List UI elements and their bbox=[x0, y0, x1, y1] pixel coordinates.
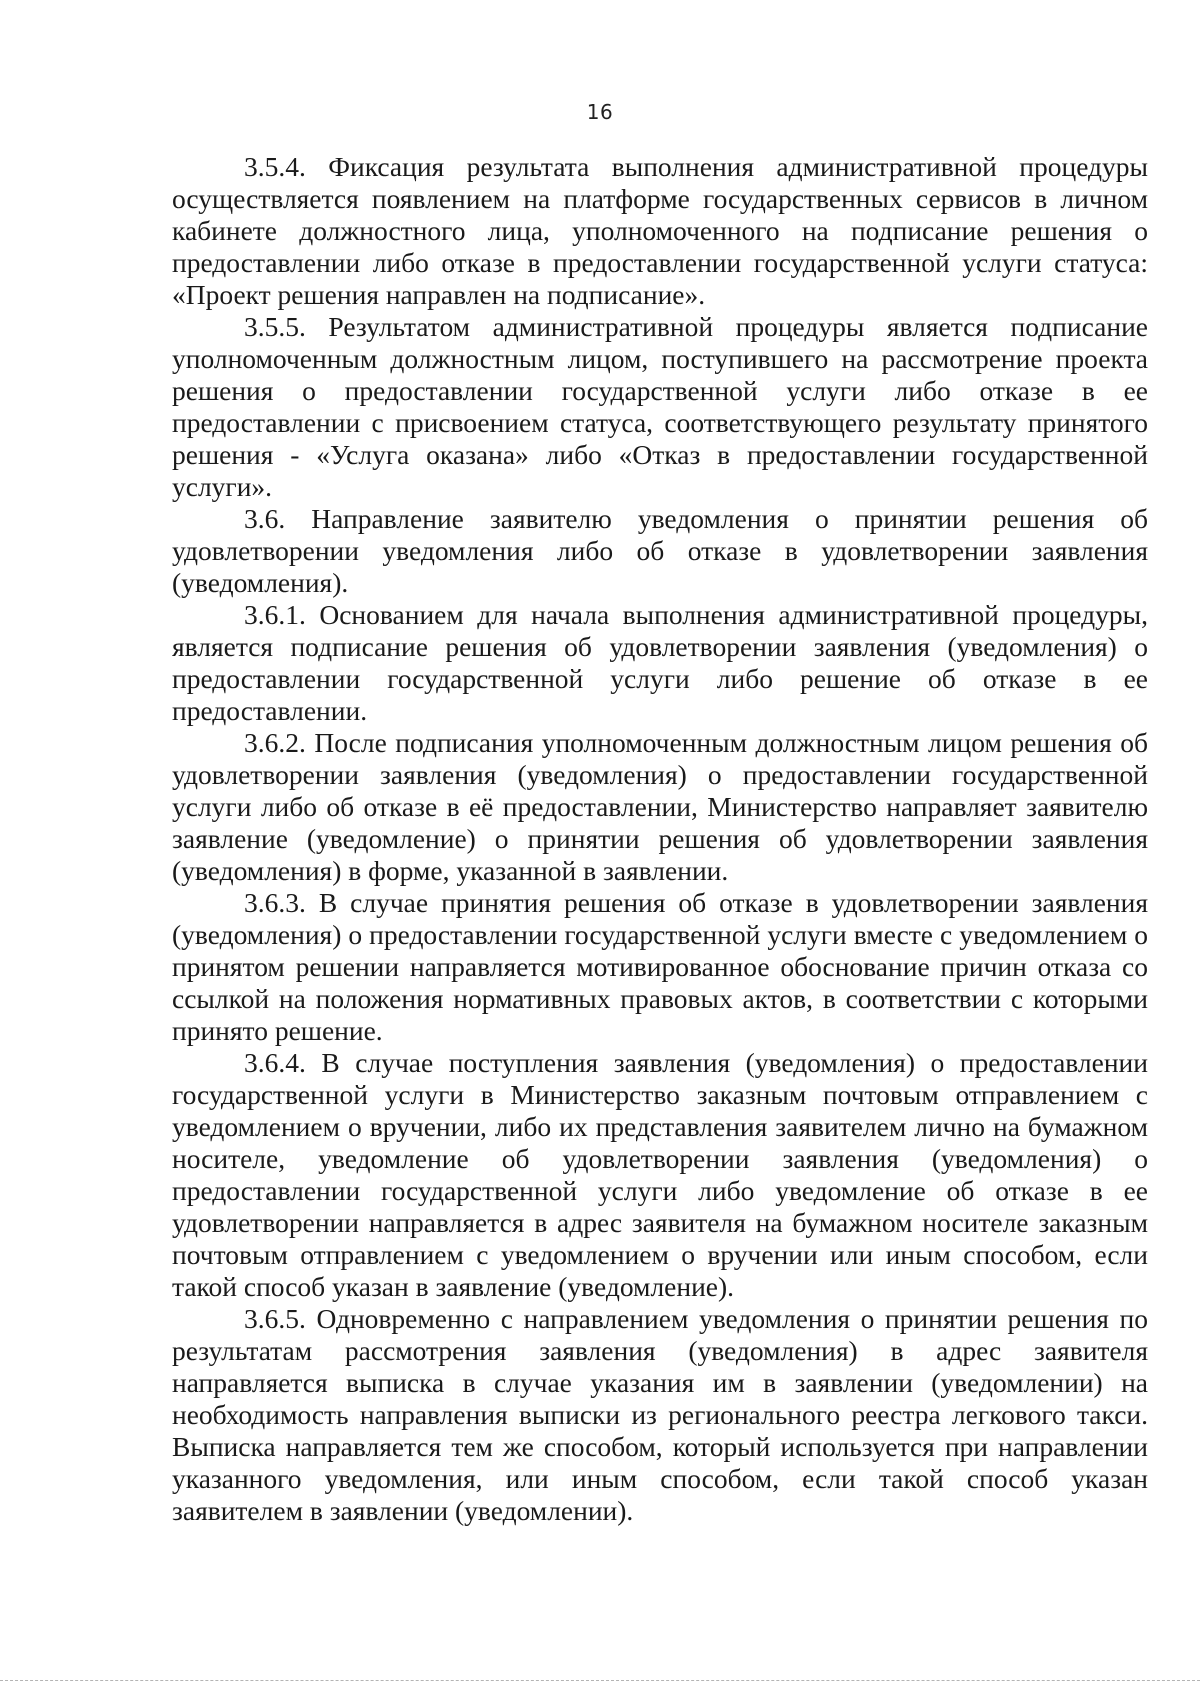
paragraph-3-6-1: 3.6.1. Основанием для начала выполнения административной процедуры, является подписание решения об удовлетворении заявления (уведомления) о предоставлении государственной услуги либо решение об отказе в ее предоставлении. bbox=[172, 599, 1148, 726]
paragraph-3-6-4: 3.6.4. В случае поступления заявления (уведомления) о предоставлении государственной услуги в Министерство заказным почтовым отправлением с уведомлением о вручении, либо их представления заявителем лично на бумажном носителе, уведомление об удовлетворении заявления (уведомления) о предоставлении государственной услуги либо уведомление об отказе в ее удовлетворении направляется в адрес заявителя на бумажном носителе заказным почтовым отправлением с уведомлением о вручении или иным способом, если такой способ указан в заявление (уведомление). bbox=[172, 1047, 1148, 1302]
scan-bottom-edge-line bbox=[0, 1680, 1200, 1681]
document-body bbox=[172, 151, 1148, 1527]
paragraph-3-6-5: 3.6.5. Одновременно с направлением уведомления о принятии решения по результатам рассмотрения заявления (уведомления) в адрес заявителя направляется выписка в случае указания им в заявлении (уведомлении) на необходимость направления выписки из регионального реестра легкового такси. Выписка направляется тем же способом, который используется при направлении указанного уведомления, или иным способом, если такой способ указан заявителем в заявлении (уведомлении). bbox=[172, 1303, 1148, 1526]
page-number: 16 bbox=[586, 100, 614, 124]
paragraph-3-5-4: 3.5.4. Фиксация результата выполнения административной процедуры осуществляется появлением на платформе государственных сервисов в личном кабинете должностного лица, уполномоченного на подписание решения о предоставлении либо отказе в предоставлении государственной услуги статуса: «Проект решения направлен на подписание». bbox=[172, 151, 1148, 310]
paragraph-3-5-5: 3.5.5. Результатом административной процедуры является подписание уполномоченным должностным лицом, поступившего на рассмотрение проекта решения о предоставлении государственной услуги либо отказе в ее предоставлении с присвоением статуса, соответствующего результату принятого решения - «Услуга оказана» либо «Отказ в предоставлении государственной услуги». bbox=[172, 311, 1148, 502]
paragraph-3-6-2: 3.6.2. После подписания уполномоченным должностным лицом решения об удовлетворении заявления (уведомления) о предоставлении государственной услуги либо об отказе в её предоставлении, Министерство направляет заявителю заявление (уведомление) о принятии решения об удовлетворении заявления (уведомления) в форме, указанной в заявлении. bbox=[172, 727, 1148, 886]
paragraph-3-6-3: 3.6.3. В случае принятия решения об отказе в удовлетворении заявления (уведомления) о предоставлении государственной услуги вместе с уведомлением о принятом решении направляется мотивированное обоснование причин отказа со ссылкой на положения нормативных правовых актов, в соответствии с которыми принято решение. bbox=[172, 887, 1148, 1046]
paragraph-3-6: 3.6. Направление заявителю уведомления о принятии решения об удовлетворении уведомления либо об отказе в удовлетворении заявления (уведомления). bbox=[172, 503, 1148, 598]
